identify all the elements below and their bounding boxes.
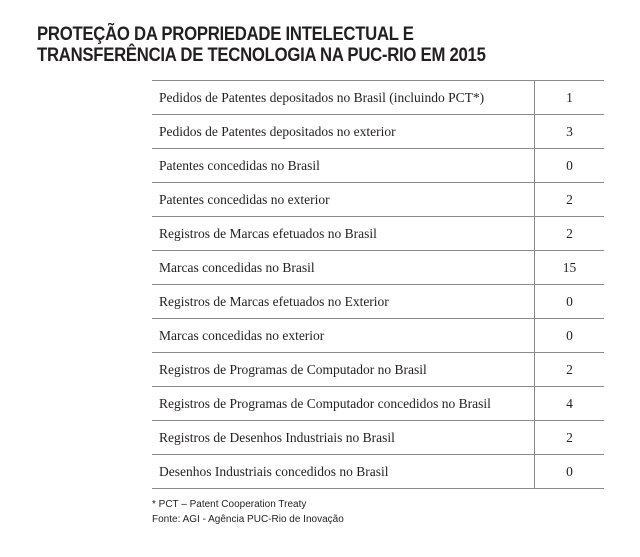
row-value: 2 — [535, 421, 605, 455]
table-row — [152, 387, 604, 421]
table-row — [152, 285, 604, 319]
row-label: Registros de Programas de Computador concedidos no Brasil — [159, 396, 491, 411]
row-value: 1 — [535, 81, 605, 115]
table-row — [152, 183, 604, 217]
table-row — [152, 319, 604, 353]
table-row — [152, 81, 604, 115]
row-value: 0 — [535, 319, 605, 353]
row-value: 0 — [535, 285, 605, 319]
pct-footnote: * PCT – Patent Cooperation Treaty — [152, 499, 307, 510]
row-value: 4 — [535, 387, 605, 421]
row-value: 0 — [535, 455, 605, 489]
source-footnote: Fonte: AGI - Agência PUC-Rio de Inovação — [152, 514, 344, 525]
row-label: Patentes concedidas no exterior — [159, 192, 330, 207]
row-label: Registros de Marcas efetuados no Exterior — [159, 294, 389, 309]
table-row — [152, 455, 604, 489]
row-value: 2 — [535, 353, 605, 387]
row-value: 2 — [535, 183, 605, 217]
row-label: Registros de Programas de Computador no Brasil — [159, 362, 427, 377]
row-value: 2 — [535, 217, 605, 251]
row-value: 3 — [535, 115, 605, 149]
row-value: 0 — [535, 149, 605, 183]
row-value: 15 — [535, 251, 605, 285]
table-row — [152, 217, 604, 251]
row-label: Desenhos Industriais concedidos no Brasil — [159, 464, 389, 479]
table-row — [152, 421, 604, 455]
table-row — [152, 251, 604, 285]
row-label: Pedidos de Patentes depositados no exterior — [159, 124, 396, 139]
table-row — [152, 353, 604, 387]
row-label: Marcas concedidas no Brasil — [159, 260, 315, 275]
table-row — [152, 115, 604, 149]
row-label: Patentes concedidas no Brasil — [159, 158, 320, 173]
row-label: Pedidos de Patentes depositados no Brasil (incluindo PCT*) — [159, 90, 485, 105]
table-row — [152, 149, 604, 183]
row-label: Registros de Desenhos Industriais no Brasil — [159, 430, 395, 445]
ip-statistics-table — [152, 80, 604, 489]
row-label: Marcas concedidas no exterior — [159, 328, 325, 343]
row-label: Registros de Marcas efetuados no Brasil — [159, 226, 377, 241]
page-title: PROTEÇÃO DA PROPRIEDADE INTELECTUAL E TRANSFERÊNCIA DE TECNOLOGIA NA PUC-RIO EM 2015 — [37, 24, 486, 66]
